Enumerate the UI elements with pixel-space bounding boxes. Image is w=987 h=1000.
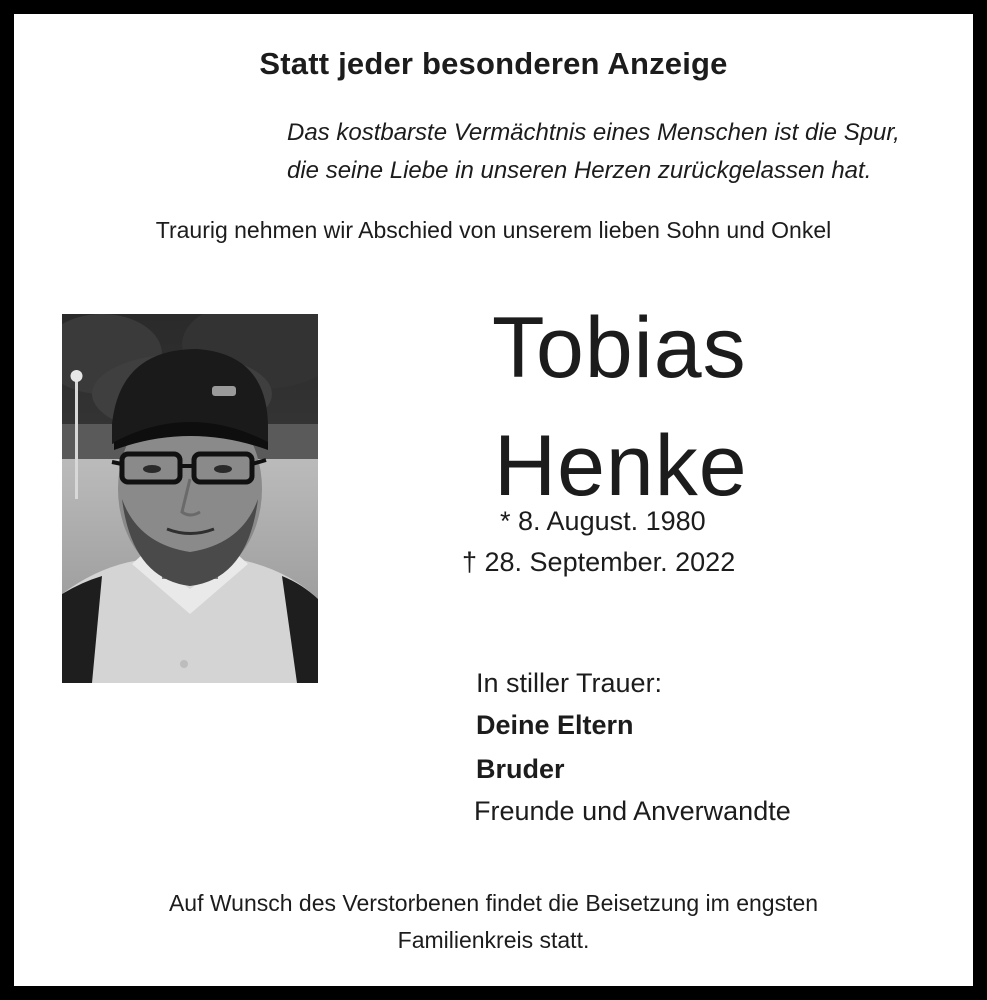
portrait-photo: [62, 314, 318, 683]
deceased-last-name: Henke: [494, 418, 748, 514]
mourners-label: In stiller Trauer:: [476, 668, 663, 698]
funeral-note-line-2: Familienkreis statt.: [397, 927, 590, 953]
quote-line-2: die seine Liebe in unseren Herzen zurückgelassen hat.: [287, 157, 872, 184]
mourner-parents: Deine Eltern: [476, 710, 634, 740]
mourner-brother: Bruder: [476, 754, 565, 784]
notice-heading: Statt jeder besonderen Anzeige: [259, 46, 728, 81]
farewell-intro: Traurig nehmen wir Abschied von unserem lieben Sohn und Onkel: [155, 217, 832, 243]
memorial-quote: [287, 114, 900, 190]
death-date: † 28. September. 2022: [462, 547, 736, 577]
funeral-note: [0, 885, 987, 959]
quote-line-1: Das kostbarste Vermächtnis eines Menschen ist die Spur,: [287, 119, 900, 146]
funeral-note-line-1: Auf Wunsch des Verstorbenen findet die Beisetzung im engsten: [168, 890, 819, 916]
birth-date: * 8. August. 1980: [500, 506, 706, 536]
deceased-first-name: Tobias: [492, 300, 747, 396]
mourner-others: Freunde und Anverwandte: [474, 796, 791, 826]
